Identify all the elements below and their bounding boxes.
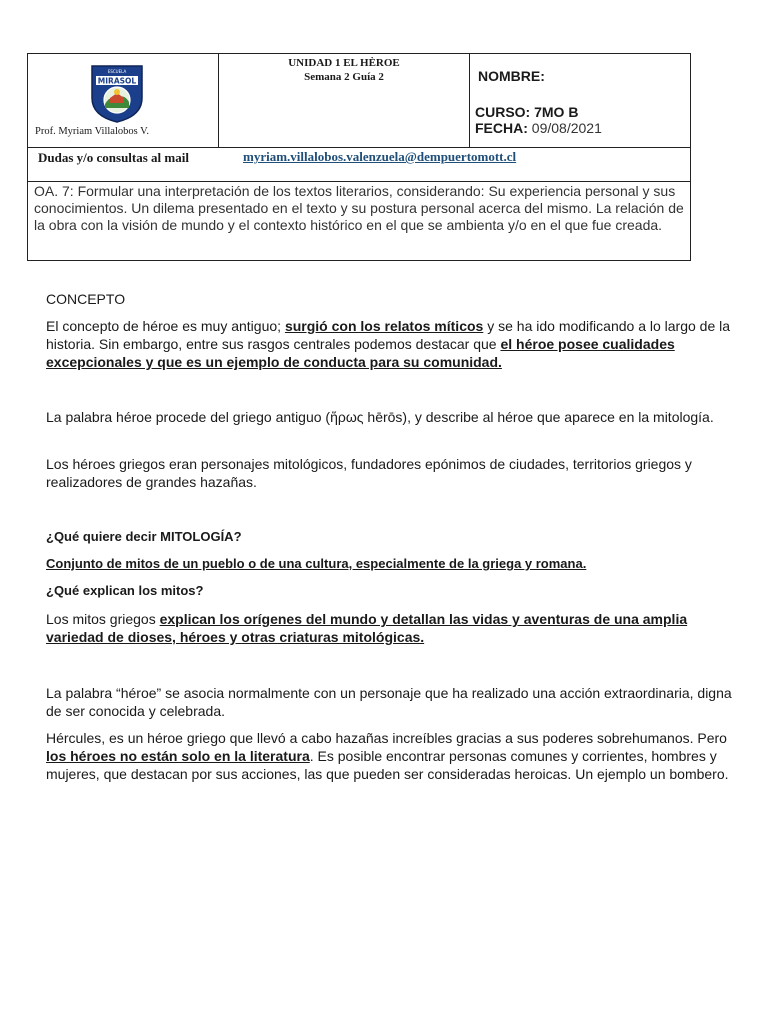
text: Los mitos griegos bbox=[46, 611, 160, 627]
highlight-text: los héroes no están solo en la literatura bbox=[46, 748, 310, 764]
paragraph-hercules bbox=[46, 729, 742, 783]
unit-line-2: Semana 2 Guía 2 bbox=[304, 71, 384, 83]
paragraph-myths bbox=[46, 610, 742, 646]
highlight-text: surgió con los relatos míticos bbox=[284, 318, 484, 334]
fecha-value: 09/08/2021 bbox=[527, 120, 602, 136]
question-mythology: ¿Qué quiere decir MITOLOGÍA? bbox=[46, 529, 242, 544]
header-table bbox=[27, 53, 691, 261]
answer-mythology: Conjunto de mitos de un pueblo o de una cultura, especialmente de la griega y romana. bbox=[46, 556, 587, 571]
paragraph-origin: La palabra héroe procede del griego antiguo (ἥρως hērōs), y describe al héroe que aparece en la mitología. bbox=[46, 409, 714, 425]
divider bbox=[28, 181, 690, 182]
fecha-label: FECHA: bbox=[475, 120, 528, 136]
curso-label: CURSO: 7MO B bbox=[475, 104, 579, 120]
school-logo bbox=[88, 62, 146, 124]
paragraph-hero-word: La palabra “héroe” se asocia normalmente con un personaje que ha realizado una acción extraordinaria, digna de ser conocida y celebrada. bbox=[46, 685, 732, 719]
logo-text: MIRASOL bbox=[97, 76, 137, 86]
highlight-text: explican los orígenes del mundo y detallan las vidas y aventuras de una amplia variedad de dioses, héroes y otras criaturas mitológicas. bbox=[46, 611, 688, 645]
text: Hércules, es un héroe griego que llevó a cabo hazañas increíbles gracias a sus poderes sobrehumanos. Pero bbox=[46, 730, 727, 746]
text: . Es posible encontrar personas comunes y corrientes, hombres y mujeres, que destacan por sus acciones, las que pueden ser consideradas heroicas. Un ejemplo un bombero. bbox=[46, 748, 729, 782]
email-link[interactable]: myriam.villalobos.valenzuela@dempuertomott.cl bbox=[243, 149, 517, 164]
unit-title bbox=[218, 56, 470, 84]
text: y se ha ido modificando a lo largo de la historia. Sin embargo, entre sus rasgos centrales podemos destacar que bbox=[46, 318, 731, 352]
logo-top-text: ESCUELA bbox=[107, 69, 127, 74]
dudas-label: Dudas y/o consultas al mail bbox=[38, 150, 189, 165]
highlight-text: el héroe posee cualidades excepcionales y que es un ejemplo de conducta para su comunidad. bbox=[46, 336, 675, 370]
section-title: CONCEPTO bbox=[46, 291, 126, 307]
objective-text: OA. 7: Formular una interpretación de los textos literarios, considerando: Su experiencia personal y sus conocimientos. Un dilema presentado en el texto y su postura personal acerca del mismo. La relación de la obra con la visión de mundo y el contexto histórico en el que se ambienta y/o en el que fue creada. bbox=[34, 183, 684, 233]
text: El concepto de héroe es muy antiguo; bbox=[46, 318, 285, 334]
paragraph-concept bbox=[46, 317, 742, 371]
unit-line-1: UNIDAD 1 EL HÈROE bbox=[288, 57, 400, 69]
nombre-label: NOMBRE: bbox=[478, 68, 545, 84]
paragraph-greek-heroes: Los héroes griegos eran personajes mitológicos, fundadores epónimos de ciudades, territorios griegos y realizadores de grandes hazañas. bbox=[46, 456, 692, 490]
question-myths: ¿Qué explican los mitos? bbox=[46, 583, 204, 598]
divider bbox=[28, 147, 690, 148]
fecha-field bbox=[475, 120, 602, 136]
professor-name: Prof. Myriam Villalobos V. bbox=[35, 126, 150, 137]
